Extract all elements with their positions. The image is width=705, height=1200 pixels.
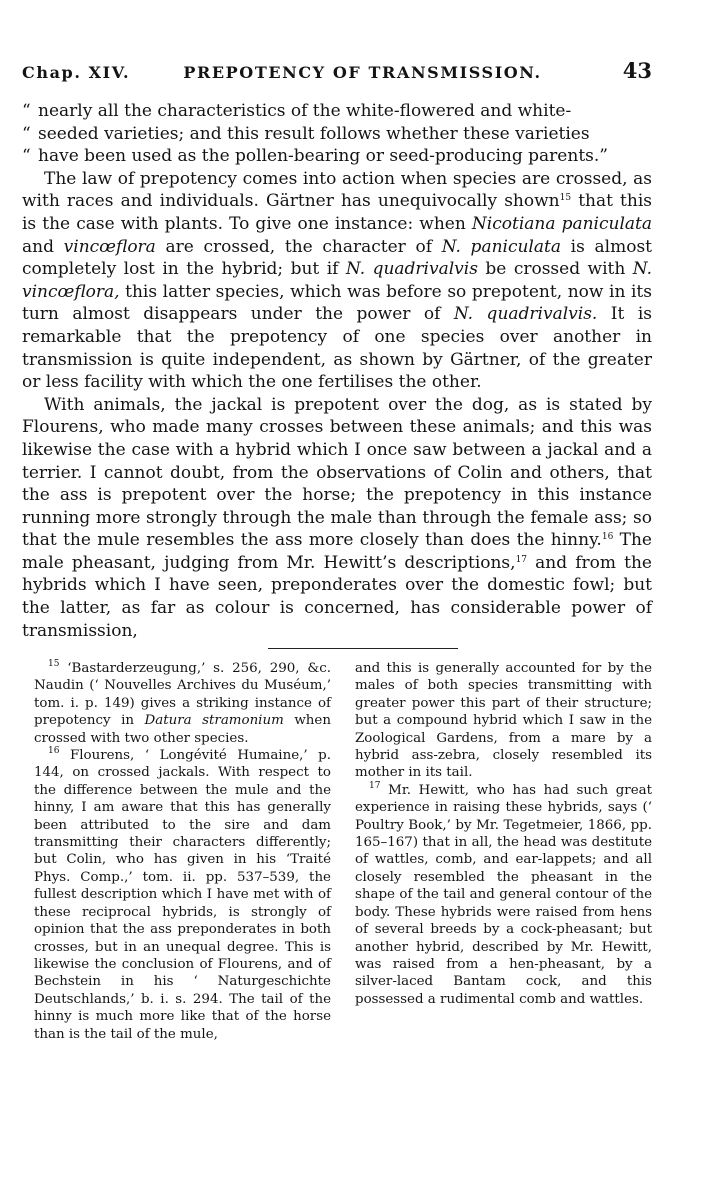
footnote-divider xyxy=(268,648,458,649)
footnote-ref-17: 17 xyxy=(515,554,528,565)
footnote-number: 17 xyxy=(369,780,381,791)
species-name: Nicotiana paniculata xyxy=(471,213,652,234)
footnote-17: $^{17}$ Mr. Hewitt, who has had such great experience in raising these hybrids, says (‘ Poultry Book,’ by Mr. Tegetmeier, 1866, pp. 165–167) that in all, the head was destitute of wattles, comb, and ear-lappets; and all closely resembled the pheasant in the shape of the tail and general contour of the body. These hybrids were raised from hens of several breeds by a cock-pheasant; but another hybrid, described by Mr. Hewitt, was raised from a hen-pheasant, by a silver-laced Bantam cock, and this possessed a rudimental comb and wattles. xyxy=(355,780,652,1007)
species-name: N. vincœflora, xyxy=(22,259,652,302)
chapter-label: Chap. XIV. xyxy=(22,63,131,82)
quote-line: seeded varieties; and this result follows whether these varieties xyxy=(38,123,590,144)
species-name: N. quadrivalvis. xyxy=(453,304,598,325)
footnote-15: $^{15}$ ‘Bastarderzeugung,’ s. 256, 290, &c. Naudin (‘ Nouvelles Archives du Muséum,’ tom. i. p. 149) gives a striking instance of prepotency in Datura stramonium when crossed with two other species. xyxy=(34,659,331,746)
footnote-16-continued: and this is generally accounted for by the males of both species transmitting with greater power this part of their structure; but a compound hybrid which I saw in the Zoological Gardens, from a mare by a hybrid ass-zebra, closely resembled its mother in its tail. xyxy=(355,661,652,781)
paragraph-plants: The law of prepotency comes into action when species are crossed, as with races and individuals. Gärtner has unequivocally shown$^{15}$ that this is the case with plants. To give one instance: when Nicotiana paniculata and vincœflora are crossed, the character of N. paniculata is almost completely lost in the hybrid; but if N. quadrivalvis be crossed with N. vincœflora, this latter species, which was before so prepotent, now in its turn almost disappears under the power of N. quadrivalvis. It is remarkable that the prepotency of one species over another in transmission is quite independent, as shown by Gärtner, of the greater or less facility with which the one fertilises the other. xyxy=(22,168,652,393)
quote-line: have been used as the pollen-bearing or seed-producing parents.” xyxy=(38,146,608,167)
footnote-number: 16 xyxy=(48,746,60,757)
quote-line: nearly all the characteristics of the white-flowered and white- xyxy=(38,101,572,121)
footnote-number: 15 xyxy=(48,659,60,669)
species-name: vincœflora xyxy=(63,236,156,257)
species-name: Datura stramonium xyxy=(144,713,284,729)
species-name: N. quadrivalvis xyxy=(345,259,478,280)
footnote-column-left xyxy=(34,660,331,1043)
footnote-ref-16: 16 xyxy=(601,532,614,543)
running-title: PREPOTENCY OF TRANSMISSION. xyxy=(183,63,542,82)
page-header xyxy=(22,58,652,88)
footnote-16: $^{16}$ Flourens, ‘ Longévité Humaine,’ p. 144, on crossed jackals. With respect to the difference between the mule and the hinny, I am aware that this has generally been attributed to the sire and dam transmitting their characters differently; but Colin, who has given in his ‘Traité Phys. Comp.,’ tom. ii. pp. 537–539, the fullest description which I have met with of these reciprocal hybrids, is strongly of opinion that the ass preponderates in both crosses, but in an unequal degree. This is likewise the conclusion of Flourens, and of Bechstein in his ‘ Naturgeschichte Deutschlands,’ b. i. s. 294. The tail of the hinny is much more like that of the horse than is the tail of the mule, xyxy=(34,746,331,1042)
footnotes xyxy=(34,660,652,1043)
paragraph-animals: With animals, the jackal is prepotent over the dog, as is stated by Flourens, who made many crosses between these animals; and this was likewise the case with a hybrid which I once saw between a jackal and a terrier. I cannot doubt, from the observations of Colin and others, that the ass is prepotent over the horse; the prepotency in this instance running more strongly through the male than through the female ass; so that the mule resembles the ass more closely than does the hinny.$^{16}$ The male pheasant, judging from Mr. Hewitt’s descriptions,$^{17}$ and from the hybrids which I have seen, preponderates over the domestic fowl; but the latter, as far as colour is concerned, has considerable power of transmission, xyxy=(22,394,652,641)
quotation: “ nearly all the characteristics of the white-flowered and white- “ seeded varieties; and this result follows whether these varieties “ have been used as the pollen-bearing or seed-producing parents.” xyxy=(22,101,608,167)
footnote-column-right xyxy=(355,660,652,1043)
main-text xyxy=(22,100,652,642)
page-number: 43 xyxy=(622,58,652,83)
footnote-ref-15: 15 xyxy=(559,193,572,204)
species-name: N. paniculata xyxy=(441,236,561,257)
